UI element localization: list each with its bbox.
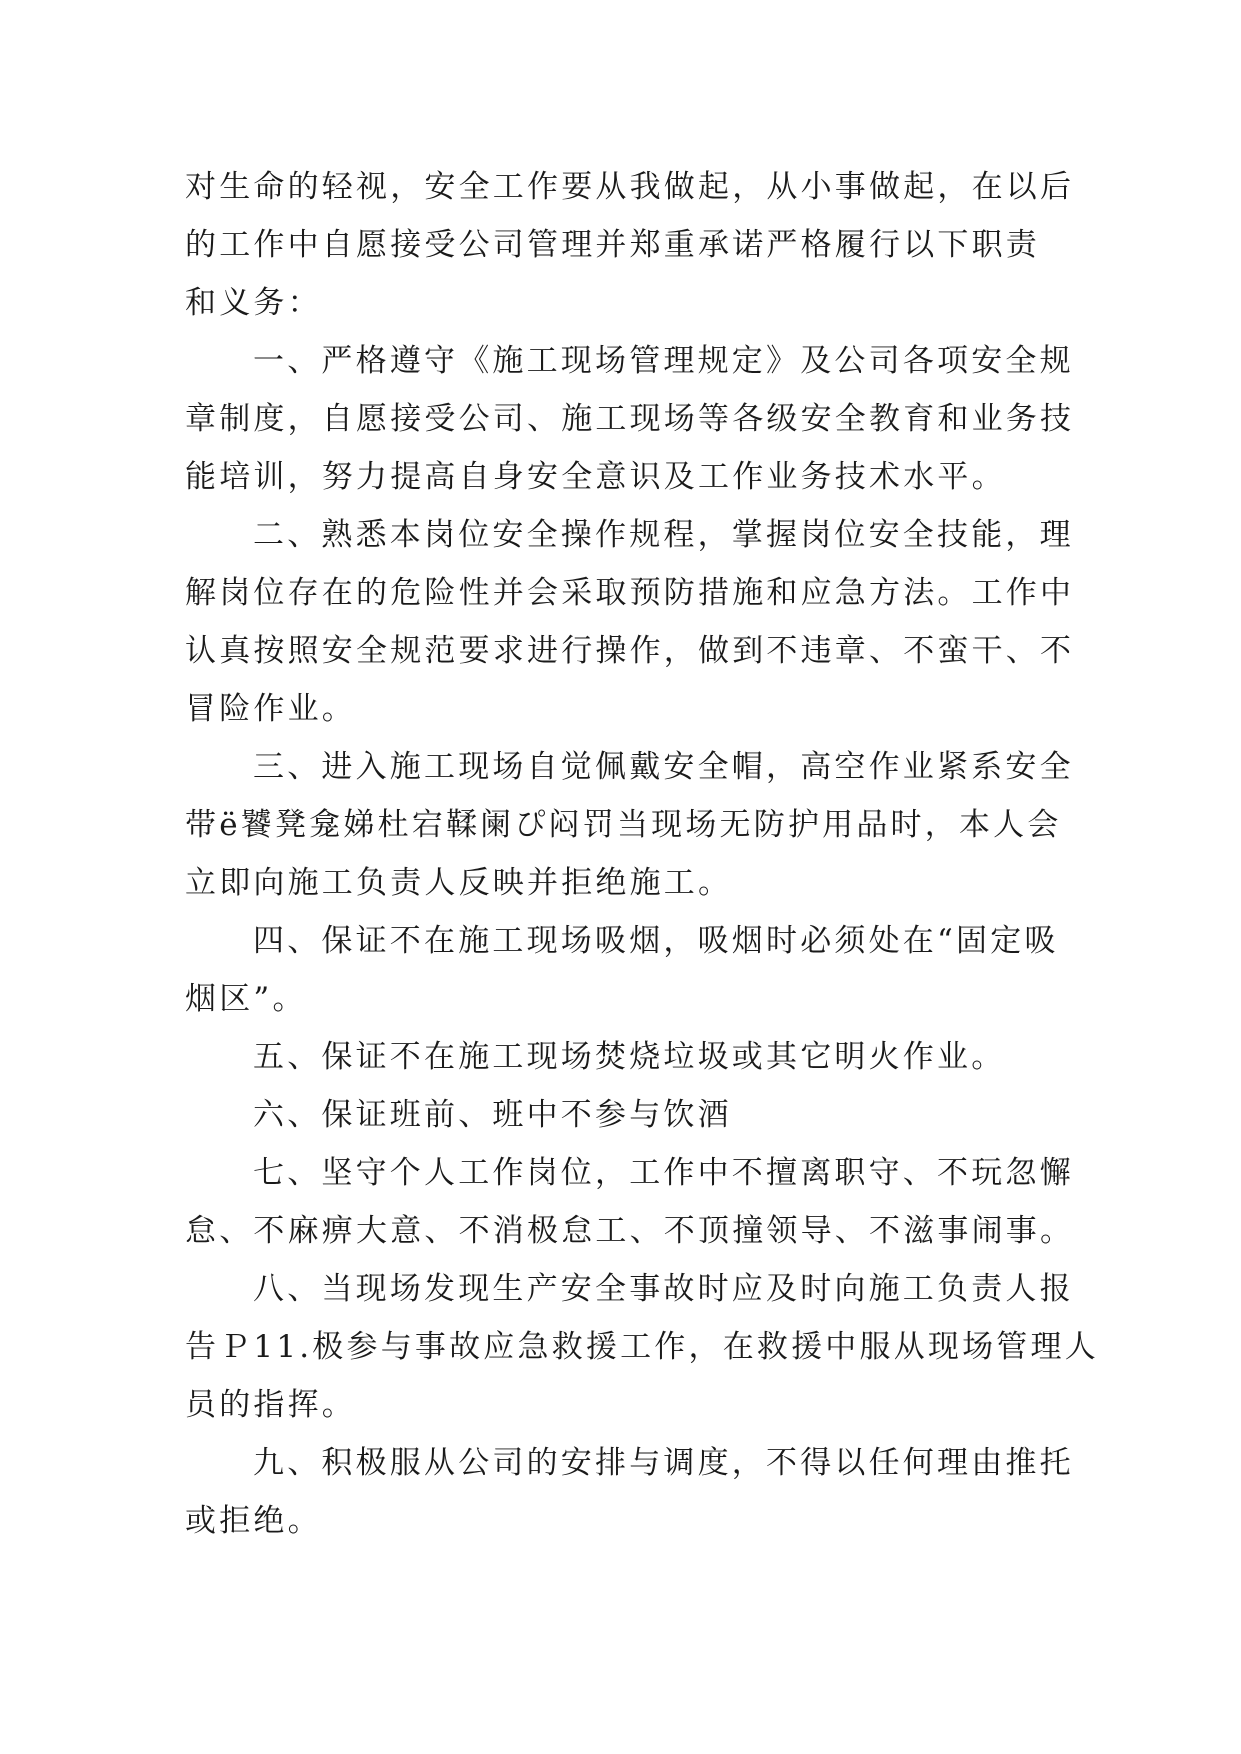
text-line: 认真按照安全规范要求进行操作，做到不违章、不蛮干、不 [185, 633, 1075, 669]
text-line: 告Ｐ11.极参与事故应急救援工作，在救援中服从现场管理人 [185, 1329, 1099, 1365]
text-line: 的工作中自愿接受公司管理并郑重承诺严格履行以下职责 [185, 227, 1040, 263]
clause-4-line: 四、保证不在施工现场吸烟，吸烟时必须处在“固定吸 [253, 923, 1059, 959]
text-line: 立即向施工负责人反映并拒绝施工。 [185, 865, 733, 901]
text-line: 和义务： [185, 285, 322, 321]
text-line: 员的指挥。 [185, 1387, 356, 1423]
text-line: 带ё饕凳龛娣杜宕鞣阑ぴ闷罚当现场无防护用品时，本人会 [185, 807, 1062, 843]
clause-2-line: 二、熟悉本岗位安全操作规程，掌握岗位安全技能，理 [253, 517, 1074, 553]
text-line: 能培训，努力提高自身安全意识及工作业务技术水平。 [185, 459, 1006, 495]
clause-8-line: 八、当现场发现生产安全事故时应及时向施工负责人报 [253, 1271, 1074, 1307]
text-line: 烟区”。 [185, 981, 307, 1017]
clause-1-line: 一、严格遵守《施工现场管理规定》及公司各项安全规 [253, 343, 1074, 379]
text-line: 怠、不麻痹大意、不消极怠工、不顶撞领导、不滋事闹事。 [185, 1213, 1075, 1249]
clause-6-line: 六、保证班前、班中不参与饮酒 [253, 1097, 732, 1133]
text-line: 解岗位存在的危险性并会采取预防措施和应急方法。工作中 [185, 575, 1075, 611]
document-body [185, 158, 1099, 1550]
clause-7-line: 七、坚守个人工作岗位，工作中不擅离职守、不玩忽懈 [253, 1155, 1074, 1191]
text-line: 冒险作业。 [185, 691, 356, 727]
clause-5-line: 五、保证不在施工现场焚烧垃圾或其它明火作业。 [253, 1039, 1006, 1075]
text-line: 对生命的轻视，安全工作要从我做起，从小事做起，在以后 [185, 169, 1075, 205]
clause-3-line: 三、进入施工现场自觉佩戴安全帽，高空作业紧系安全 [253, 749, 1074, 785]
text-line: 章制度，自愿接受公司、施工现场等各级安全教育和业务技 [185, 401, 1075, 437]
text-line: 或拒绝。 [185, 1503, 322, 1539]
clause-9-line: 九、积极服从公司的安排与调度，不得以任何理由推托 [253, 1445, 1074, 1481]
